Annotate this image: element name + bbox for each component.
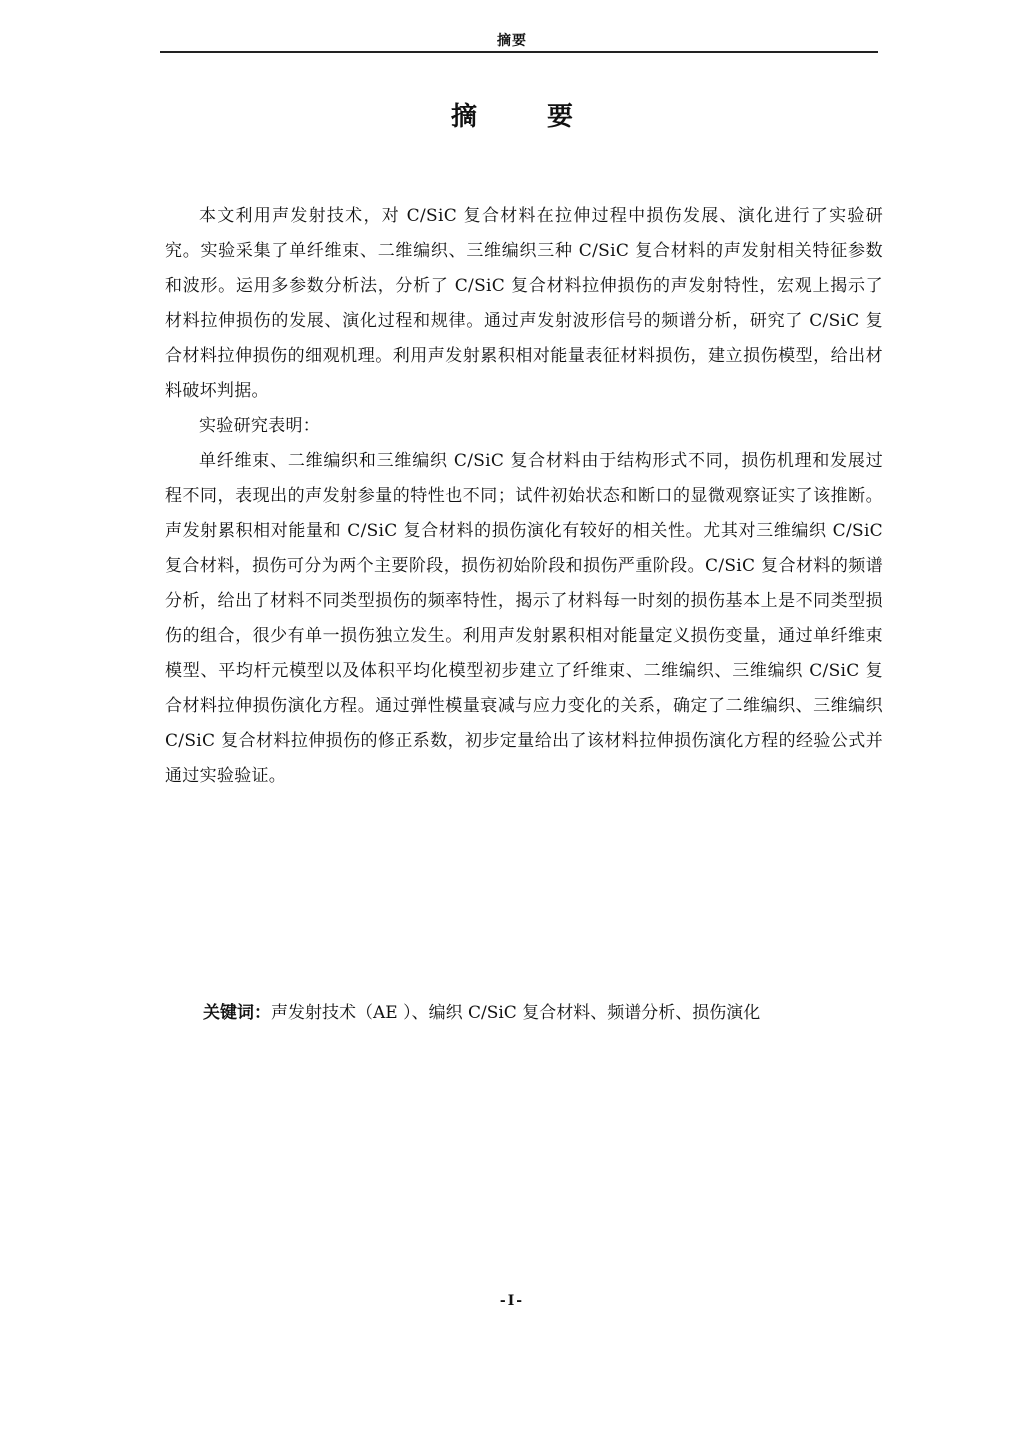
abstract-title	[0, 96, 1024, 133]
keywords-text: 声发射技术（AE ）、编织 C/SiC 复合材料、频谱分析、损伤演化	[271, 1003, 761, 1023]
title-char-1: 摘	[450, 102, 477, 132]
page-number: -I-	[499, 1293, 525, 1309]
abstract-paragraph-1: 本文利用声发射技术，对 C/SiC 复合材料在拉伸过程中损伤发展、演化进行了实验研究。实验采集了单纤维束、二维编织、三维编织三种 C/SiC 复合材料的声发射相关特征参数和波形。运用多参数分析法，分析了 C/SiC 复合材料拉伸损伤的声发射特性，宏观上揭示了材料拉伸损伤的发展、演化过程和规律。通过声发射波形信号的频谱分析，研究了 C/SiC 复合材料拉伸损伤的细观机理。利用声发射累积相对能量表征材料损伤，建立损伤模型，给出材料破坏判据。	[165, 206, 883, 401]
abstract-paragraph-3: 单纤维束、二维编织和三维编织 C/SiC 复合材料由于结构形式不同，损伤机理和发展过程不同，表现出的声发射参量的特性也不同；试件初始状态和断口的显微观察证实了该推断。声发射累积相对能量和 C/SiC 复合材料的损伤演化有较好的相关性。尤其对三维编织 C/SiC 复合材料，损伤可分为两个主要阶段，损伤初始阶段和损伤严重阶段。C/SiC 复合材料的频谱分析，给出了材料不同类型损伤的频率特性，揭示了材料每一时刻的损伤基本上是不同类型损伤的组合，很少有单一损伤独立发生。利用声发射累积相对能量定义损伤变量，通过单纤维束模型、平均杆元模型以及体积平均化模型初步建立了纤维束、二维编织、三维编织 C/SiC 复合材料拉伸损伤演化方程。通过弹性模量衰减与应力变化的关系，确定了二维编织、三维编织 C/SiC 复合材料拉伸损伤的修正系数，初步定量给出了该材料拉伸损伤演化方程的经验公式并通过实验验证。	[165, 451, 883, 786]
title-char-2: 要	[547, 102, 574, 132]
keywords-label: 关键词：	[203, 1003, 271, 1023]
header-rule	[160, 51, 878, 53]
running-header: 摘要	[497, 33, 527, 49]
abstract-body	[165, 199, 883, 794]
keywords-line	[203, 998, 883, 1028]
abstract-paragraph-2: 实验研究表明：	[199, 416, 321, 436]
